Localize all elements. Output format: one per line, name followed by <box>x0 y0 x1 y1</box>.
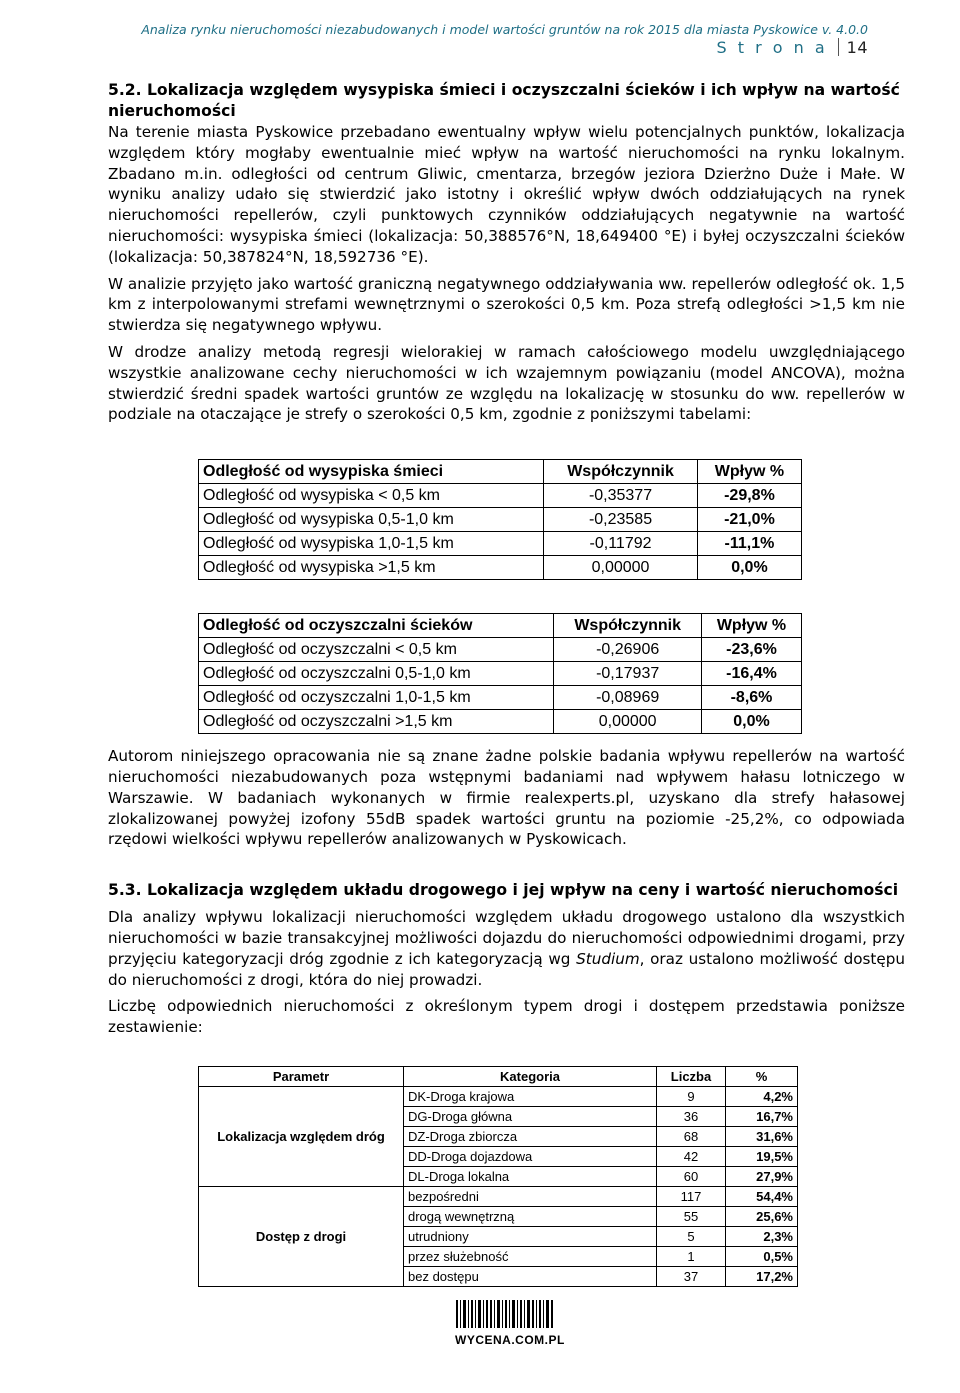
percent-cell: 16,7% <box>726 1106 798 1126</box>
header-cell: Odległość od wysypiska śmieci <box>199 460 544 484</box>
impact-cell: 0,0% <box>697 556 801 580</box>
coefficient-cell: -0,17937 <box>554 662 702 686</box>
landfill-distance-table <box>198 459 802 580</box>
section-5-2-heading: 5.2. Lokalizacja względem wysypiska śmieci i oczyszczalni ścieków i ich wpływ na wartość nieruchomości <box>108 81 900 120</box>
header-cell: Współczynnik <box>544 460 698 484</box>
coefficient-cell: 0,00000 <box>544 556 698 580</box>
category-cell: DK-Droga krajowa <box>404 1086 657 1106</box>
content-body <box>108 80 905 1287</box>
table-row <box>199 532 802 556</box>
running-header-title: Analiza rynku nieruchomości niezabudowanych i model wartości gruntów na rok 2015 dla miasta Pyskowice v. 4.0.0 <box>141 22 868 37</box>
count-cell: 9 <box>657 1086 726 1106</box>
table-row <box>199 508 802 532</box>
percent-cell: 4,2% <box>726 1086 798 1106</box>
percent-cell: 0,5% <box>726 1246 798 1266</box>
coefficient-cell: -0,11792 <box>544 532 698 556</box>
road-access-table <box>198 1066 798 1287</box>
table-header-row <box>199 460 802 484</box>
header-cell: Liczba <box>657 1066 726 1086</box>
impact-cell: -11,1% <box>697 532 801 556</box>
percent-cell: 27,9% <box>726 1166 798 1186</box>
coefficient-cell: -0,08969 <box>554 686 702 710</box>
section-5-3-paragraph-1 <box>108 907 905 990</box>
impact-cell: -23,6% <box>701 638 801 662</box>
text-run-italic: Studium <box>576 949 640 968</box>
sewage-plant-distance-table <box>198 613 802 734</box>
percent-cell: 19,5% <box>726 1146 798 1166</box>
header-cell: Parametr <box>199 1066 404 1086</box>
category-cell: drogą wewnętrzną <box>404 1206 657 1226</box>
distance-cell: Odległość od wysypiska 1,0-1,5 km <box>199 532 544 556</box>
distance-cell: Odległość od oczyszczalni 0,5-1,0 km <box>199 662 554 686</box>
percent-cell: 25,6% <box>726 1206 798 1226</box>
header-cell: Odległość od oczyszczalni ścieków <box>199 614 554 638</box>
header-cell: Wpływ % <box>697 460 801 484</box>
logo-text: WYCENA.COM.PL <box>455 1333 565 1347</box>
category-cell: DD-Droga dojazdowa <box>404 1146 657 1166</box>
impact-cell: -29,8% <box>697 484 801 508</box>
count-cell: 68 <box>657 1126 726 1146</box>
impact-cell: -8,6% <box>701 686 801 710</box>
count-cell: 117 <box>657 1186 726 1206</box>
coefficient-cell: 0,00000 <box>554 710 702 734</box>
section-5-2-paragraph-4: Autorom niniejszego opracowania nie są znane żadne polskie badania wpływu repellerów na wartość nieruchomości niezabudowanych poza wstępnymi badaniami nad wpływem hałasu lotniczego w Warszawie. W badaniach wykonanych w firmie realexperts.pl, uzyskano dla strefy hałasowej zlokalizowanej powyżej izofony 55dB spadek wartości gruntu na poziomie -25,2%, co odpowiada rzędowi wielkości wpływu repellerów analizowanych w Pyskowicach. <box>108 747 905 849</box>
impact-cell: 0,0% <box>701 710 801 734</box>
category-cell: DZ-Droga zbiorcza <box>404 1126 657 1146</box>
page-number: 14 <box>846 38 868 57</box>
category-cell: przez służebność <box>404 1246 657 1266</box>
count-cell: 37 <box>657 1266 726 1286</box>
section-5-2-paragraph-2: W analizie przyjęto jako wartość graniczną negatywnego oddziaływania ww. repellerów odległość ok. 1,5 km z interpolowanymi strefami wewnętrznymi o szerokości 0,5 km. Poza strefą odległości >1,5 km nie stwierdza się negatywnego wpływu. <box>108 274 905 335</box>
table-header-row <box>199 614 802 638</box>
percent-cell: 17,2% <box>726 1266 798 1286</box>
table-row <box>199 686 802 710</box>
count-cell: 42 <box>657 1146 726 1166</box>
group-cell: Lokalizacja względem dróg <box>199 1086 404 1186</box>
header-cell: Kategoria <box>404 1066 657 1086</box>
category-cell: utrudniony <box>404 1226 657 1246</box>
distance-cell: Odległość od oczyszczalni 1,0-1,5 km <box>199 686 554 710</box>
distance-cell: Odległość od wysypiska < 0,5 km <box>199 484 544 508</box>
header-cell: Współczynnik <box>554 614 702 638</box>
category-cell: DG-Droga główna <box>404 1106 657 1126</box>
category-cell: bez dostępu <box>404 1266 657 1286</box>
page-label: S t r o n a <box>716 38 828 57</box>
section-5-2-paragraph-1: Na terenie miasta Pyskowice przebadano ewentualny wpływ wielu potencjalnych punktów, lokalizacja względem który mogłaby ewentualnie mieć wpływ na wartość nieruchomości na rynku lokalnym. Zbadano m.in. odległości od centrum Gliwic, cmentarza, brzegów jeziora Dzierżno Duże i Małe. W wyniku analizy udało się stwierdzić jako istotny i określić wpływ dwóch oddziałujących na rynek nieruchomości repellerów, czyli punktowych czynników oddziałujących negatywnie na wartość nieruchomości: wysypiska śmieci (lokalizacja: 50,388576°N, 18,649400 °E) i byłej oczyszczalni ścieków (lokalizacja: 50,387824°N, 18,592736 °E). <box>108 123 905 266</box>
header-cell: % <box>726 1066 798 1086</box>
running-header-page <box>716 38 868 57</box>
table-row <box>199 556 802 580</box>
category-cell: DL-Droga lokalna <box>404 1166 657 1186</box>
table-row <box>199 710 802 734</box>
count-cell: 60 <box>657 1166 726 1186</box>
table-header-row <box>199 1066 798 1086</box>
table-row <box>199 484 802 508</box>
text-run: Dla analizy wpływu lokalizacji nieruchomości względem układu drogowego ustalono dla wszystkich nieruchomości w bazie transakcyjnej możliwości dojazdu do nieruchomości odpowiednimi drogami, przy przyjęciu kategoryzacji dróg zgodnie z ich kategoryzacją wg <box>108 908 905 968</box>
percent-cell: 2,3% <box>726 1226 798 1246</box>
percent-cell: 54,4% <box>726 1186 798 1206</box>
impact-cell: -21,0% <box>697 508 801 532</box>
coefficient-cell: -0,26906 <box>554 638 702 662</box>
coefficient-cell: -0,35377 <box>544 484 698 508</box>
group-cell: Dostęp z drogi <box>199 1186 404 1286</box>
table-row <box>199 638 802 662</box>
table-row <box>199 1086 798 1106</box>
distance-cell: Odległość od wysypiska 0,5-1,0 km <box>199 508 544 532</box>
count-cell: 1 <box>657 1246 726 1266</box>
count-cell: 55 <box>657 1206 726 1226</box>
percent-cell: 31,6% <box>726 1126 798 1146</box>
count-cell: 36 <box>657 1106 726 1126</box>
impact-cell: -16,4% <box>701 662 801 686</box>
text-run: , oraz ustalono możliwość dostępu do nieruchomości z drogi, która do niej prowadzi. <box>108 949 905 989</box>
distance-cell: Odległość od oczyszczalni < 0,5 km <box>199 638 554 662</box>
header-separator <box>838 38 839 56</box>
count-cell: 5 <box>657 1226 726 1246</box>
header-cell: Wpływ % <box>701 614 801 638</box>
barcode-icon <box>455 1300 555 1328</box>
table-row <box>199 1186 798 1206</box>
table-row <box>199 662 802 686</box>
section-5-3-paragraph-2: Liczbę odpowiednich nieruchomości z określonym typem drogi i dostępem przedstawia poniższe zestawienie: <box>108 997 905 1037</box>
distance-cell: Odległość od oczyszczalni >1,5 km <box>199 710 554 734</box>
distance-cell: Odległość od wysypiska >1,5 km <box>199 556 544 580</box>
category-cell: bezpośredni <box>404 1186 657 1206</box>
footer-logo <box>455 1300 565 1347</box>
section-5-3-heading: 5.3. Lokalizacja względem układu drogowego i jej wpływ na ceny i wartość nieruchomości <box>108 881 899 900</box>
coefficient-cell: -0,23585 <box>544 508 698 532</box>
section-5-2-paragraph-3: W drodze analizy metodą regresji wielorakiej w ramach całościowego modelu uwzględniającego wszystkie analizowane cechy nieruchomości w ich wzajemnym powiązaniu (model ANCOVA), można stwierdzić średni spadek wartości gruntów ze względu na lokalizację w stosunku do ww. repellerów w podziale na otaczające je strefy o szerokości 0,5 km, zgodnie z poniższymi tabelami: <box>108 342 905 424</box>
